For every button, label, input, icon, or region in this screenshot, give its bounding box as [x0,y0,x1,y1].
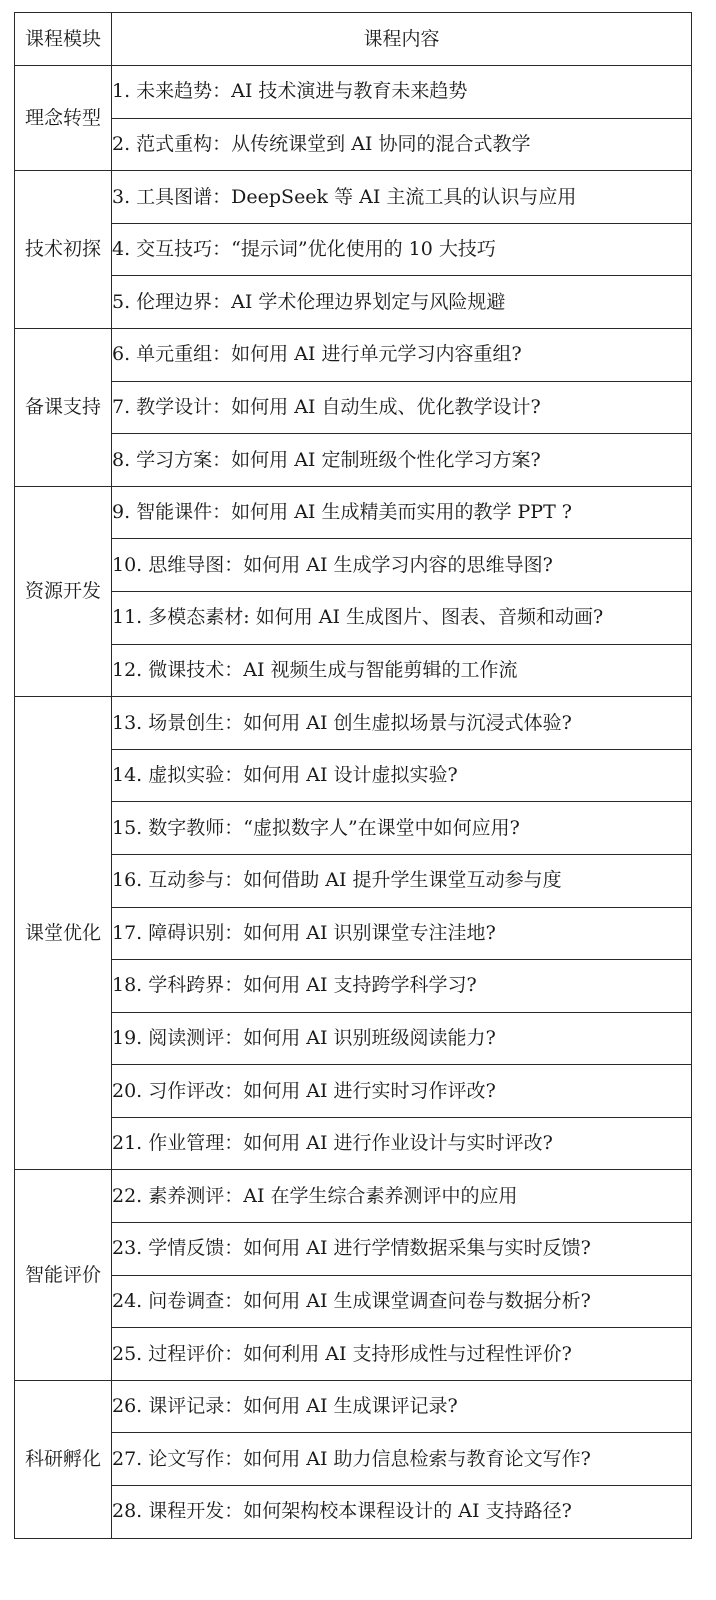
table-row [15,1328,692,1381]
module-cell: 备课支持 [15,328,112,486]
content-cell: 8. 学习方案：如何用 AI 定制班级个性化学习方案? [112,434,692,487]
content-cell: 13. 场景创生：如何用 AI 创生虚拟场景与沉浸式体验? [112,697,692,750]
content-cell: 17. 障碍识别：如何用 AI 识别课堂专注洼地? [112,907,692,960]
table-row [15,328,692,381]
table-row [15,1433,692,1486]
table-row [15,1275,692,1328]
table-row [15,1223,692,1276]
content-cell: 15. 数字教师：“虚拟数字人”在课堂中如何应用? [112,802,692,855]
content-cell: 9. 智能课件：如何用 AI 生成精美而实用的教学 PPT ? [112,486,692,539]
table-row [15,644,692,697]
module-cell: 智能评价 [15,1170,112,1380]
table-row [15,697,692,750]
table-row [15,486,692,539]
table-row [15,854,692,907]
header-row [15,13,692,66]
content-cell: 18. 学科跨界：如何用 AI 支持跨学科学习? [112,960,692,1013]
content-cell: 28. 课程开发：如何架构校本课程设计的 AI 支持路径? [112,1486,692,1539]
table-row [15,1065,692,1118]
header-content: 课程内容 [112,13,692,66]
content-cell: 23. 学情反馈：如何用 AI 进行学情数据采集与实时反馈? [112,1223,692,1276]
table-row [15,1486,692,1539]
content-cell: 14. 虚拟实验：如何用 AI 设计虚拟实验? [112,749,692,802]
curriculum-table [14,12,692,1539]
content-cell: 2. 范式重构：从传统课堂到 AI 协同的混合式教学 [112,118,692,171]
module-cell: 课堂优化 [15,697,112,1170]
content-cell: 22. 素养测评：AI 在学生综合素养测评中的应用 [112,1170,692,1223]
content-cell: 16. 互动参与：如何借助 AI 提升学生课堂互动参与度 [112,854,692,907]
content-cell: 3. 工具图谱：DeepSeek 等 AI 主流工具的认识与应用 [112,171,692,224]
table-row [15,1012,692,1065]
module-cell: 资源开发 [15,486,112,696]
table-row [15,171,692,224]
content-cell: 4. 交互技巧：“提示词”优化使用的 10 大技巧 [112,223,692,276]
table-row [15,1170,692,1223]
content-cell: 27. 论文写作：如何用 AI 助力信息检索与教育论文写作? [112,1433,692,1486]
content-cell: 20. 习作评改：如何用 AI 进行实时习作评改? [112,1065,692,1118]
module-cell: 技术初探 [15,171,112,329]
table-row [15,118,692,171]
table-row [15,749,692,802]
content-cell: 19. 阅读测评：如何用 AI 识别班级阅读能力? [112,1012,692,1065]
table-row [15,960,692,1013]
content-cell: 11. 多模态素材: 如何用 AI 生成图片、图表、音频和动画? [112,591,692,644]
table-row [15,434,692,487]
table-row [15,66,692,119]
content-cell: 7. 教学设计：如何用 AI 自动生成、优化教学设计? [112,381,692,434]
table-row [15,907,692,960]
content-cell: 1. 未来趋势：AI 技术演进与教育未来趋势 [112,66,692,119]
table-row [15,591,692,644]
table-row [15,276,692,329]
table-row [15,381,692,434]
table-row [15,1117,692,1170]
content-cell: 25. 过程评价：如何利用 AI 支持形成性与过程性评价? [112,1328,692,1381]
header-module: 课程模块 [15,13,112,66]
content-cell: 10. 思维导图：如何用 AI 生成学习内容的思维导图? [112,539,692,592]
table-row [15,1380,692,1433]
content-cell: 6. 单元重组：如何用 AI 进行单元学习内容重组? [112,328,692,381]
table-row [15,802,692,855]
content-cell: 24. 问卷调查：如何用 AI 生成课堂调查问卷与数据分析? [112,1275,692,1328]
table-row [15,539,692,592]
content-cell: 12. 微课技术：AI 视频生成与智能剪辑的工作流 [112,644,692,697]
content-cell: 5. 伦理边界：AI 学术伦理边界划定与风险规避 [112,276,692,329]
module-cell: 理念转型 [15,66,112,171]
table-row [15,223,692,276]
module-cell: 科研孵化 [15,1380,112,1538]
content-cell: 26. 课评记录：如何用 AI 生成课评记录? [112,1380,692,1433]
content-cell: 21. 作业管理：如何用 AI 进行作业设计与实时评改? [112,1117,692,1170]
